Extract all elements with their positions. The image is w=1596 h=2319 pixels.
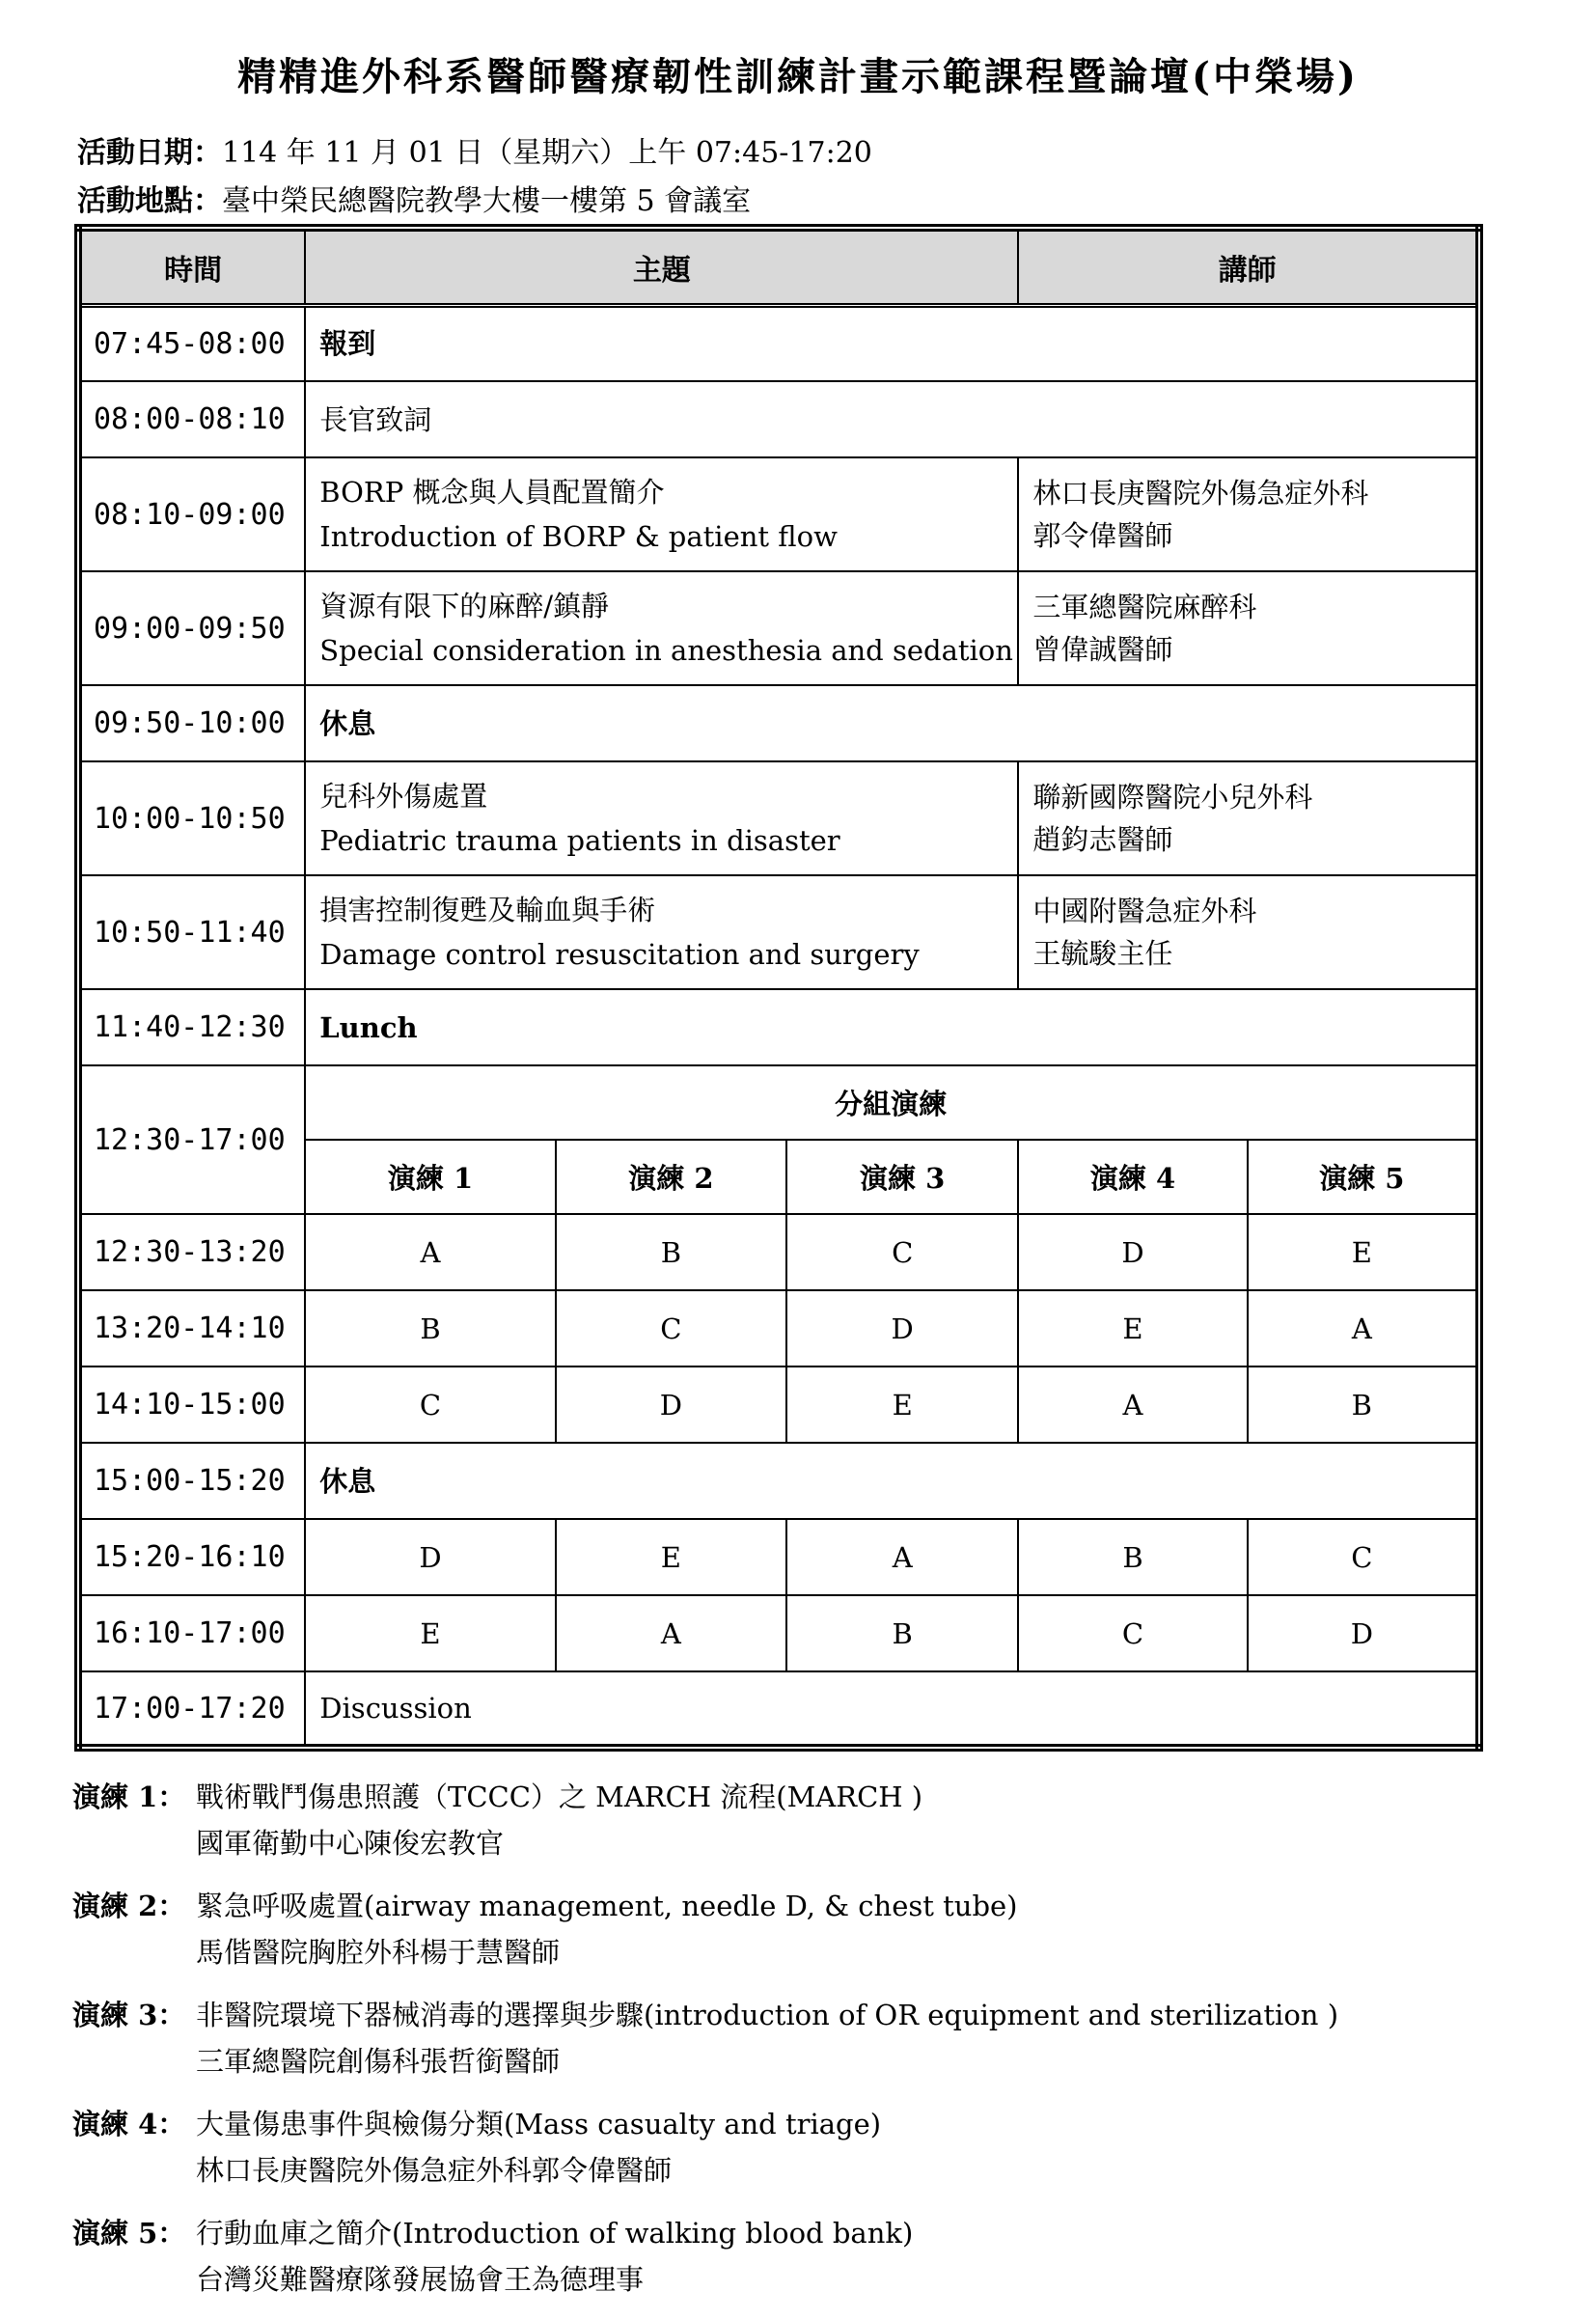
session-time: 15:00-15:20: [78, 1443, 305, 1519]
session-topic: 報到: [305, 305, 1479, 381]
session-time: 11:40-12:30: [78, 989, 305, 1065]
table-header-row: [78, 228, 1479, 305]
drill-note-instructor: 三軍總醫院創傷科張哲銜醫師: [196, 2045, 561, 2078]
session-time: 09:00-09:50: [78, 571, 305, 685]
session-time: 09:50-10:00: [78, 685, 305, 761]
group-cell: E: [305, 1595, 555, 1671]
header-speaker: 講師: [1018, 228, 1479, 305]
drill-note-topic: 緊急呼吸處置(airway management, needle D, & chest tube): [196, 1890, 1018, 1922]
topic-en: Damage control resuscitation and surgery: [319, 938, 920, 971]
table-row: [78, 1671, 1479, 1748]
speaker-org: 林口長庚醫院外傷急症外科: [1032, 477, 1369, 510]
speaker-org: 中國附醫急症外科: [1032, 895, 1257, 927]
event-venue-line: [77, 177, 751, 219]
topic-zh: 兒科外傷處置: [319, 780, 488, 813]
drill-note: [72, 1774, 1558, 1866]
event-date-value: 114 年 11 月 01 日（星期六）上午 07:45-17:20: [222, 136, 872, 170]
schedule-table: [74, 224, 1483, 1752]
session-topic: Lunch: [305, 989, 1479, 1065]
event-date-line: [77, 128, 872, 171]
session-topic: Discussion: [305, 1671, 1479, 1748]
session-topic: 休息: [305, 685, 1479, 761]
drill-column-header: 演練 4: [1018, 1140, 1247, 1214]
session-time: 10:50-11:40: [78, 875, 305, 989]
drill-rotation-row: [78, 1214, 1479, 1290]
speaker-name: 郭令偉醫師: [1032, 519, 1173, 552]
drill-column-header: 演練 1: [305, 1140, 555, 1214]
drill-column-header: 演練 5: [1248, 1140, 1479, 1214]
speaker-name: 趙鈞志醫師: [1032, 823, 1173, 856]
group-cell: E: [786, 1367, 1018, 1443]
session-time: 08:10-09:00: [78, 457, 305, 571]
session-speaker: [1018, 571, 1479, 685]
drill-column-header: 演練 2: [556, 1140, 786, 1214]
table-row: [78, 685, 1479, 761]
session-time: 07:45-08:00: [78, 305, 305, 381]
group-cell: D: [1018, 1214, 1247, 1290]
drill-note-label: 演練 3：: [72, 1999, 186, 2031]
drill-note-label: 演練 1：: [72, 1781, 186, 1813]
group-cell: C: [1018, 1595, 1247, 1671]
topic-en: Special consideration in anesthesia and sedation: [319, 634, 1013, 667]
group-cell: C: [556, 1290, 786, 1367]
session-speaker: [1018, 875, 1479, 989]
drill-notes: [72, 1774, 1558, 2319]
speaker-name: 曾偉誠醫師: [1032, 633, 1173, 666]
group-cell: C: [1248, 1519, 1479, 1595]
drill-note-label: 演練 2：: [72, 1890, 186, 1922]
drill-note-topic: 行動血庫之簡介(Introduction of walking blood bank): [196, 2217, 914, 2250]
drill-rotation-row: [78, 1290, 1479, 1367]
session-topic: [305, 875, 1018, 989]
table-row: [78, 457, 1479, 571]
topic-zh: 資源有限下的麻醉/鎮靜: [319, 590, 610, 622]
session-time: 15:20-16:10: [78, 1519, 305, 1595]
group-cell: E: [1248, 1214, 1479, 1290]
group-cell: A: [1248, 1290, 1479, 1367]
drill-note-label: 演練 5：: [72, 2217, 186, 2250]
header-time: 時間: [78, 228, 305, 305]
drill-note-topic: 非醫院環境下器械消毒的選擇與步驟(introduction of OR equipment and sterilization ): [196, 1999, 1339, 2031]
drill-note: [72, 1992, 1558, 2084]
table-row: [78, 1443, 1479, 1519]
topic-en: Introduction of BORP & patient flow: [319, 520, 838, 553]
drill-block-title: 分組演練: [305, 1065, 1479, 1140]
drill-note: [72, 1883, 1558, 1975]
table-row: [78, 381, 1479, 457]
table-row: [78, 305, 1479, 381]
drill-note-topic: 戰術戰鬥傷患照護（TCCC）之 MARCH 流程(MARCH ): [196, 1781, 923, 1813]
group-cell: B: [1018, 1519, 1247, 1595]
group-cell: D: [786, 1290, 1018, 1367]
group-cell: B: [556, 1214, 786, 1290]
drill-column-header: 演練 3: [786, 1140, 1018, 1214]
drill-note-instructor: 馬偕醫院胸腔外科楊于慧醫師: [196, 1936, 561, 1969]
drill-block-title-row: [78, 1065, 1479, 1140]
speaker-org: 三軍總醫院麻醉科: [1032, 591, 1257, 623]
group-cell: E: [556, 1519, 786, 1595]
drill-note-label: 演練 4：: [72, 2108, 186, 2140]
group-cell: A: [305, 1214, 555, 1290]
drill-note-topic: 大量傷患事件與檢傷分類(Mass casualty and triage): [196, 2108, 882, 2140]
session-time: 16:10-17:00: [78, 1595, 305, 1671]
topic-zh: BORP 概念與人員配置簡介: [319, 476, 665, 509]
session-topic: 休息: [305, 1443, 1479, 1519]
session-topic: [305, 571, 1018, 685]
group-cell: B: [305, 1290, 555, 1367]
group-cell: D: [556, 1367, 786, 1443]
session-time: 14:10-15:00: [78, 1367, 305, 1443]
drill-note: [72, 2210, 1558, 2303]
group-cell: A: [556, 1595, 786, 1671]
drill-note: [72, 2101, 1558, 2194]
group-cell: B: [1248, 1367, 1479, 1443]
session-speaker: [1018, 761, 1479, 875]
drill-note-instructor: 國軍衛勤中心陳俊宏教官: [196, 1827, 505, 1860]
event-date-label: 活動日期：: [77, 136, 222, 170]
session-time: 17:00-17:20: [78, 1671, 305, 1748]
group-cell: D: [1248, 1595, 1479, 1671]
group-cell: A: [1018, 1367, 1247, 1443]
session-topic: 長官致詞: [305, 381, 1479, 457]
session-time: 10:00-10:50: [78, 761, 305, 875]
group-cell: D: [305, 1519, 555, 1595]
event-venue-label: 活動地點：: [77, 184, 222, 218]
group-cell: B: [786, 1595, 1018, 1671]
drill-note-instructor: 台灣災難醫療隊發展協會王為德理事: [196, 2263, 645, 2296]
event-venue-value: 臺中榮民總醫院教學大樓一樓第 5 會議室: [222, 184, 752, 218]
topic-en: Pediatric trauma patients in disaster: [319, 824, 840, 857]
session-time: 08:00-08:10: [78, 381, 305, 457]
table-row: [78, 761, 1479, 875]
group-cell: C: [305, 1367, 555, 1443]
session-time: 12:30-13:20: [78, 1214, 305, 1290]
table-row: [78, 571, 1479, 685]
drill-rotation-row: [78, 1519, 1479, 1595]
table-row: [78, 989, 1479, 1065]
document-title: 精精進外科系醫師醫療韌性訓練計畫示範課程暨論壇(中榮場): [237, 54, 1359, 99]
group-cell: C: [786, 1214, 1018, 1290]
session-topic: [305, 761, 1018, 875]
session-time: 13:20-14:10: [78, 1290, 305, 1367]
drill-note-instructor: 林口長庚醫院外傷急症外科郭令偉醫師: [196, 2154, 673, 2187]
speaker-name: 王毓駿主任: [1032, 937, 1173, 970]
drill-rotation-row: [78, 1595, 1479, 1671]
group-cell: A: [786, 1519, 1018, 1595]
session-topic: [305, 457, 1018, 571]
header-topic: 主題: [305, 228, 1018, 305]
session-speaker: [1018, 457, 1479, 571]
session-time: 12:30-17:00: [78, 1065, 305, 1214]
drill-rotation-row: [78, 1367, 1479, 1443]
group-cell: E: [1018, 1290, 1247, 1367]
speaker-org: 聯新國際醫院小兒外科: [1032, 781, 1313, 814]
table-row: [78, 875, 1479, 989]
topic-zh: 損害控制復甦及輸血與手術: [319, 894, 656, 926]
